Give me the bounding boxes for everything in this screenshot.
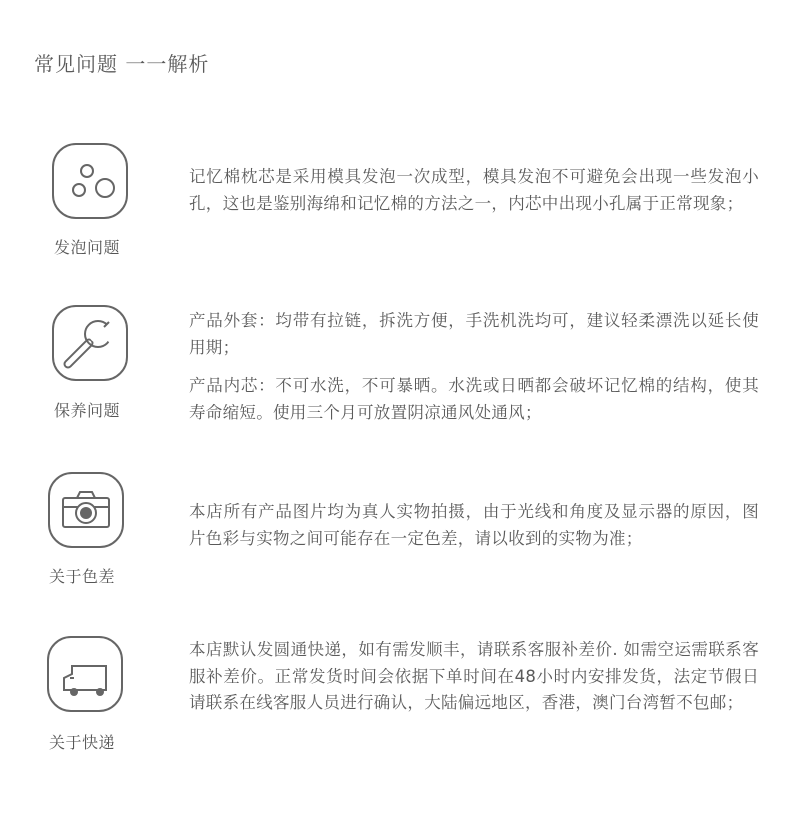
faq-label-color: 关于色差 [49, 567, 116, 586]
faq-text-maintenance-cover: 产品外套：均带有拉链，拆洗方便，手洗机洗均可，建议轻柔漂洗以延长使用期； [189, 311, 759, 357]
faq-text-express: 本店默认发圆通快递，如有需发顺丰，请联系客服补差价. 如需空运需联系客服补差价。正常发货时间会依据下单时间在48小时内安排发货，法定节假日请联系在线客服人员进行确认，大陆偏远地区，香港，澳门台湾暂不包邮； [189, 640, 759, 712]
wrench-icon [52, 305, 128, 381]
faq-label-express: 关于快递 [49, 733, 116, 752]
faq-label-maintenance: 保养问题 [54, 401, 121, 420]
truck-icon [47, 636, 123, 712]
faq-text-maintenance-core: 产品内芯：不可水洗，不可暴晒。水洗或日晒都会破坏记忆棉的结构，使其寿命缩短。使用三个月可放置阴凉通风处通风； [189, 376, 759, 422]
faq-label-foam: 发泡问题 [54, 238, 121, 257]
camera-icon [48, 472, 124, 548]
bubbles-icon [52, 143, 128, 219]
faq-text-color: 本店所有产品图片均为真人实物拍摄，由于光线和角度及显示器的原因，图片色彩与实物之间可能存在一定色差，请以收到的实物为准； [189, 502, 759, 548]
faq-text-foam: 记忆棉枕芯是采用模具发泡一次成型，模具发泡不可避免会出现一些发泡小孔，这也是鉴别海绵和记忆棉的方法之一，内芯中出现小孔属于正常现象； [189, 167, 759, 213]
page-title: 常见问题 一一解析 [34, 52, 210, 76]
